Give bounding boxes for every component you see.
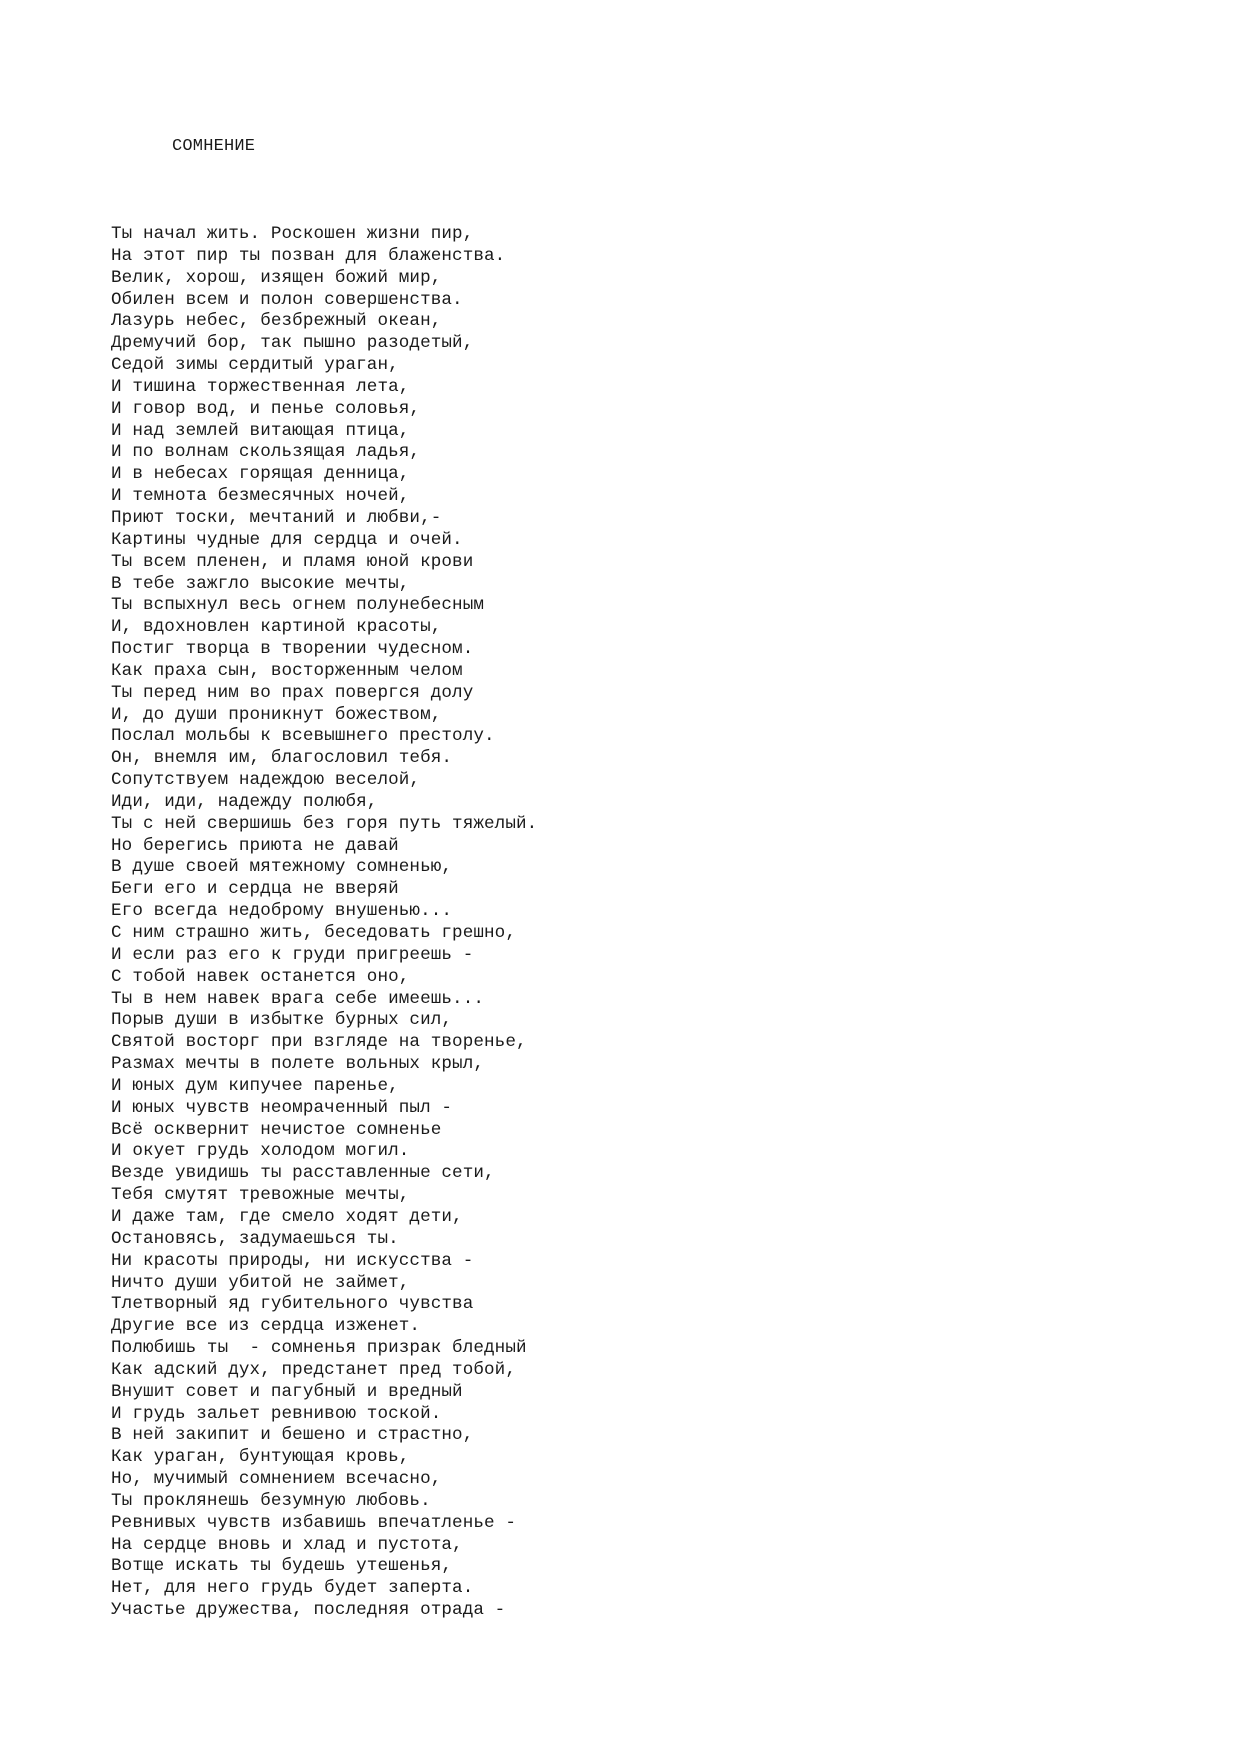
poem-line: Лазурь небес, безбрежный океан,: [111, 311, 442, 332]
poem-line: И если раз его к груди пригреешь -: [111, 944, 474, 965]
poem-line: Как праха сын, восторженным челом: [111, 660, 463, 681]
poem-line: Послал мольбы к всевышнего престолу.: [111, 726, 495, 747]
poem-line: И даже там, где смело ходят дети,: [111, 1206, 463, 1227]
poem-line: На сердце вновь и хлад и пустота,: [111, 1534, 463, 1555]
poem-line: Ревнивых чувств избавишь впечатленье -: [111, 1512, 517, 1533]
poem-line: И, до души проникнут божеством,: [111, 704, 442, 725]
poem-line: Беги его и сердца не вверяй: [111, 879, 399, 900]
poem-line: Ничто души убитой не займет,: [111, 1272, 410, 1293]
poem-line: И над землей витающая птица,: [111, 420, 410, 441]
poem-line: Другие все из сердца изженет.: [111, 1316, 421, 1337]
poem-line: Ты всем пленен, и пламя юной крови: [111, 551, 474, 572]
poem-line: С тобой навек останется оно,: [111, 966, 410, 987]
poem-body: [111, 224, 1111, 1622]
poem-line: И говор вод, и пенье соловья,: [111, 398, 421, 419]
poem-title: СОМНЕНИЕ: [172, 137, 256, 156]
poem-line: На этот пир ты позван для блаженства.: [111, 245, 506, 266]
poem-line: Как ураган, бунтующая кровь,: [111, 1447, 410, 1468]
poem-line: Тебя смутят тревожные мечты,: [111, 1185, 410, 1206]
poem-line: И окует грудь холодом могил.: [111, 1141, 410, 1162]
poem-line: Внушит совет и пагубный и вредный: [111, 1381, 463, 1402]
poem-line: Полюбишь ты - сомненья призрак бледный: [111, 1338, 527, 1359]
poem-line: Участье дружества, последняя отрада -: [111, 1600, 506, 1621]
poem-line: Но берегись приюта не давай: [111, 835, 399, 856]
poem-line: И по волнам скользящая ладья,: [111, 442, 421, 463]
poem-line: И юных дум кипучее паренье,: [111, 1075, 399, 1096]
poem-line: И тишина торжественная лета,: [111, 376, 410, 397]
poem-line: Нет, для него грудь будет заперта.: [111, 1578, 474, 1599]
poem-line: Святой восторг при взгляде на творенье,: [111, 1032, 527, 1053]
poem-line: Как адский дух, предстанет пред тобой,: [111, 1359, 517, 1380]
poem-line: Ты начал жить. Роскошен жизни пир,: [111, 224, 474, 244]
poem-line: В ней закипит и бешено и страстно,: [111, 1425, 474, 1446]
poem-line: Велик, хорош, изящен божий мир,: [111, 267, 442, 288]
poem-line: И грудь зальет ревнивою тоской.: [111, 1403, 442, 1424]
poem-line: Дремучий бор, так пышно разодетый,: [111, 333, 474, 354]
poem-line: Ты проклянешь безумную любовь.: [111, 1490, 431, 1511]
poem-line: И темнота безмесячных ночей,: [111, 486, 410, 507]
poem-line: Приют тоски, мечтаний и любви,-: [111, 507, 442, 528]
poem-line: Обилен всем и полон совершенства.: [111, 289, 463, 310]
poem-line: Иди, иди, надежду полюбя,: [111, 791, 378, 812]
poem-line: Сопутствуем надеждою веселой,: [111, 770, 421, 791]
poem-line: С ним страшно жить, беседовать грешно,: [111, 923, 517, 943]
poem-line: Ты с ней свершишь без горя путь тяжелый.: [111, 813, 538, 834]
poem-line: В тебе зажгло высокие мечты,: [111, 573, 410, 594]
poem-line: Вотще искать ты будешь утешенья,: [111, 1556, 453, 1577]
poem-line: Порыв души в избытке бурных сил,: [111, 1010, 453, 1031]
poem-line: Везде увидишь ты расставленные сети,: [111, 1163, 495, 1184]
poem-line: И в небесах горящая денница,: [111, 464, 410, 485]
poem-line: Ты вспыхнул весь огнем полунебесным: [111, 595, 485, 616]
poem-line: Он, внемля им, благословил тебя.: [111, 748, 453, 769]
poem-line: Ты перед ним во прах повергся долу: [111, 682, 474, 703]
poem-line: Картины чудные для сердца и очей.: [111, 529, 463, 550]
poem-line: И юных чувств неомраченный пыл -: [111, 1097, 453, 1118]
poem-line: Его всегда недоброму внушенью...: [111, 901, 453, 922]
poem-line: Но, мучимый сомнением всечасно,: [111, 1469, 442, 1490]
poem-line: Седой зимы сердитый ураган,: [111, 355, 399, 376]
poem-line: В душе своей мятежному сомненью,: [111, 857, 453, 878]
poem-line: Тлетворный яд губительного чувства: [111, 1294, 474, 1315]
poem-line: Остановясь, задумаешься ты.: [111, 1228, 399, 1249]
poem-line: Всё осквернит нечистое сомненье: [111, 1119, 442, 1140]
poem-line: Постиг творца в творении чудесном.: [111, 639, 474, 660]
poem-line: Ни красоты природы, ни искусства -: [111, 1250, 474, 1271]
poem-line: И, вдохновлен картиной красоты,: [111, 617, 442, 638]
poem-line: Ты в нем навек врага себе имеешь...: [111, 988, 485, 1009]
poem-line: Размах мечты в полете вольных крыл,: [111, 1054, 485, 1075]
